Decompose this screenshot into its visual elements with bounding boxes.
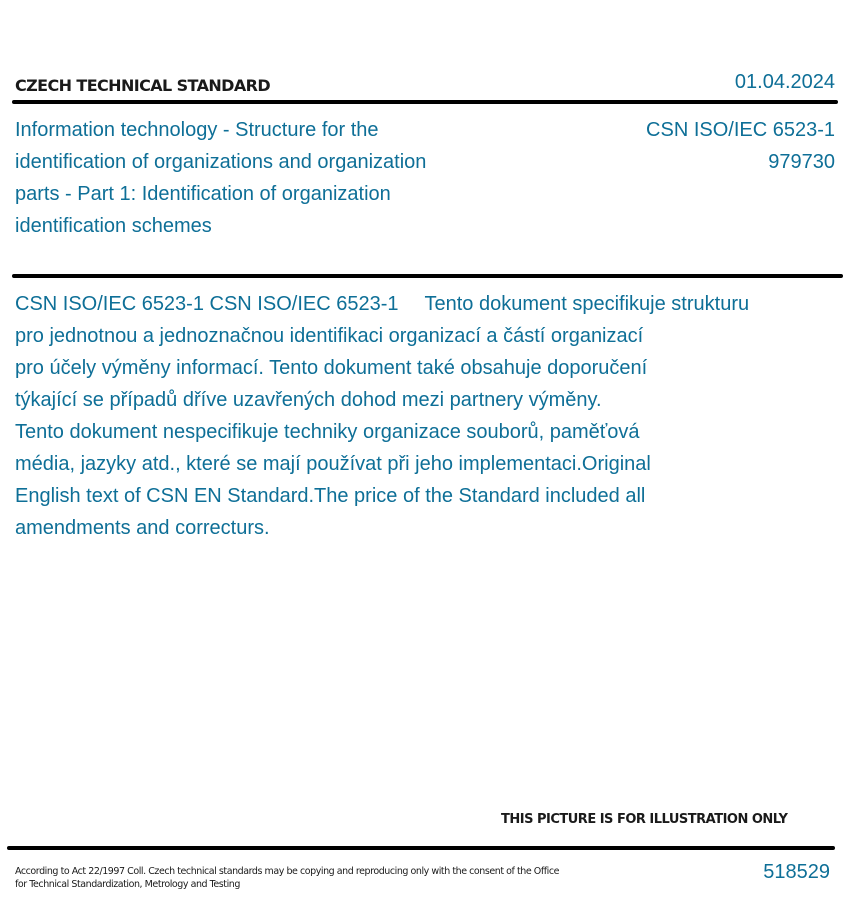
document-title-line: parts - Part 1: Identification of organization (15, 183, 391, 205)
abstract-line: Tento dokument nespecifikuje techniky organizace souborů, paměťová (15, 421, 640, 443)
abstract-line (15, 288, 815, 320)
abstract-text: Tento dokument specifikuje strukturu (424, 293, 750, 315)
copyright-notice (15, 865, 595, 891)
document-title-line: Information technology - Structure for the (15, 119, 379, 141)
section-divider (12, 274, 843, 278)
standard-code: CSN ISO/IEC 6523-1 (646, 119, 835, 141)
abstract-prefix: CSN ISO/IEC 6523-1 CSN ISO/IEC 6523-1 (15, 293, 399, 315)
abstract-line: English text of CSN EN Standard.The price of the Standard included all (15, 485, 646, 507)
document-title-line: identification of organizations and organization (15, 151, 427, 173)
copyright-notice-line: According to Act 22/1997 Coll. Czech technical standards may be copying and reproducing only with the consent of the Office (15, 866, 559, 877)
copyright-notice-line: for Technical Standardization, Metrology and Testing (15, 879, 240, 890)
illustration-disclaimer: THIS PICTURE IS FOR ILLUSTRATION ONLY (501, 812, 788, 827)
document-abstract (15, 288, 815, 544)
standard-type-heading: CZECH TECHNICAL STANDARD (15, 76, 271, 95)
abstract-line: pro účely výměny informací. Tento dokument také obsahuje doporučení (15, 357, 648, 379)
abstract-line: média, jazyky atd., které se mají používat při jeho implementaci.Original (15, 453, 651, 475)
abstract-line: pro jednotnou a jednoznačnou identifikaci organizací a částí organizací (15, 325, 644, 347)
abstract-line: týkající se případů dříve uzavřených dohod mezi partnery výměny. (15, 389, 602, 411)
header-divider (12, 100, 838, 104)
publication-date: 01.04.2024 (734, 71, 835, 93)
document-title-line: identification schemes (15, 215, 212, 237)
catalog-number: 979730 (768, 151, 835, 173)
abstract-line: amendments and correcturs. (15, 517, 270, 539)
footer-divider (7, 846, 835, 850)
document-title (15, 114, 485, 242)
document-identifier (646, 114, 835, 178)
document-number: 518529 (763, 861, 830, 883)
